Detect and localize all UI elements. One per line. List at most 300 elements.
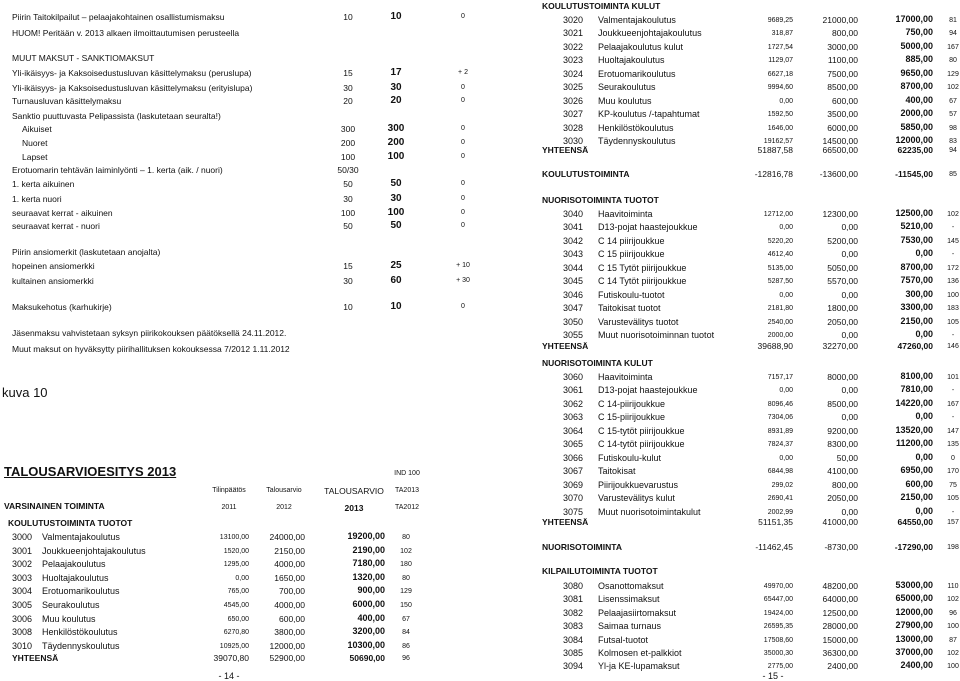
muut-row-9-label: 1. kerta nuori: [12, 194, 62, 204]
nt-total-ta: 32270,00: [822, 341, 858, 351]
nk-row-5-label: C 14-tytöt piirijoukkue: [598, 439, 685, 450]
kt-row-7-label: Henkilöstökoulutus: [42, 627, 118, 638]
kk-row-4-ta13: 9650,00: [900, 67, 933, 78]
kt-row-6-account: 3006: [12, 613, 33, 624]
kk-row-1-ta: 800,00: [832, 28, 858, 39]
kk-row-7-pct: 57: [949, 111, 957, 119]
nk-row-3-account: 3063: [563, 412, 584, 423]
kt-row-0-pct: 80: [402, 534, 410, 541]
kt-row-1-tp: 1520,00: [223, 547, 249, 555]
nk-row-9-account: 3070: [563, 493, 584, 504]
kilpailu-tuotot-title: KILPAILUTOIMINTA TUOTOT: [542, 566, 658, 576]
kp-row-0-label: Osanottomaksut: [598, 581, 664, 591]
kp-row-5-account: 3085: [563, 648, 584, 658]
muut-row-6-old: 100: [340, 152, 356, 162]
kt-row-2-label: Pelaajakoulutus: [42, 559, 106, 570]
kp-row-1-account: 3081: [563, 594, 584, 605]
kk-row-9-pct: 83: [949, 138, 957, 146]
kk-row-1-account: 3021: [563, 28, 584, 39]
nt-row-7-label: Taitokisat tuotot: [598, 303, 661, 314]
kk-row-8-ta13: 5850,00: [900, 121, 933, 132]
muut-row-4-label: Aikuiset: [22, 124, 52, 134]
nt-total-tp: 39688,90: [757, 341, 793, 351]
kt-row-4-account: 3004: [12, 586, 33, 597]
nk-total-pct: 157: [947, 519, 959, 526]
nk-total-ta: 41000,00: [822, 517, 858, 527]
koulutus-tuotot-title: KOULUTUSTOIMINTA TUOTOT: [8, 518, 133, 528]
kt-row-3-ta13: 1320,00: [352, 571, 385, 582]
kp-row-0-ta: 48200,00: [822, 581, 858, 591]
kt-row-7-tp: 6270,80: [223, 629, 249, 637]
nk-row-2-account: 3062: [563, 398, 584, 409]
nt-row-3-ta: 0,00: [841, 249, 858, 260]
koulutustoiminta-sum-label: KOULUTUSTOIMINTA: [542, 169, 630, 179]
kk-row-6-ta: 600,00: [832, 95, 858, 106]
kt-row-6-ta13: 400,00: [357, 612, 385, 623]
nk-row-1-account: 3061: [563, 385, 584, 396]
muut-row-2-old: 20: [343, 96, 353, 106]
kk-row-9-label: Täydennyskoulutus: [598, 136, 676, 147]
kt-row-5-ta: 4000,00: [274, 600, 305, 610]
figure-label: kuva 10: [2, 385, 48, 400]
header-3: TA2013: [395, 487, 419, 494]
muut-row-0-label: Yli-ikäisyys- ja Kaksoisedustusluvan käsittelymaksu (peruslupa): [12, 68, 252, 78]
nt-row-8-pct: 105: [947, 318, 959, 326]
kt-row-0-ta13: 19200,00: [347, 531, 385, 541]
nt-row-7-pct: 183: [947, 305, 959, 313]
kk-row-0-pct: 81: [949, 17, 957, 24]
nk-row-3-tp: 7304,06: [767, 414, 793, 422]
note-jasenmaksu: Jäsenmaksu vahvistetaan syksyn piirikokouksen päätöksellä 24.11.2012.: [12, 328, 287, 338]
note-muut-maksut: Muut maksut on hyväksytty piirihallituksen kokouksessa 7/2012 1.11.2012: [12, 344, 290, 354]
kt-row-4-pct: 129: [400, 588, 412, 596]
nt-row-9-tp: 2000,00: [767, 332, 793, 340]
muut-row-2-label: Turnausluvan käsittelymaksu: [12, 96, 122, 106]
nk-row-1-pct: -: [951, 387, 955, 395]
nt-row-8-ta: 2050,00: [827, 316, 858, 327]
nk-row-3-pct: -: [951, 414, 955, 422]
muut-row-10-diff: 0: [461, 209, 465, 216]
nk-row-0-tp: 7157,17: [767, 374, 793, 381]
nk-row-10-tp: 2002,99: [767, 508, 793, 516]
kp-row-1-ta: 64000,00: [822, 594, 858, 605]
kk-row-8-tp: 1646,00: [767, 124, 793, 132]
muut-row-11-old: 50: [343, 221, 353, 231]
nt-row-3-tp: 4612,40: [767, 251, 793, 259]
kk-row-0-tp: 9689,25: [767, 17, 793, 24]
kt-row-8-ta13: 10300,00: [347, 639, 385, 650]
ind-100-label: IND 100: [394, 470, 420, 477]
kk-row-3-pct: 80: [949, 57, 957, 65]
muut-row-9-new: 30: [390, 193, 402, 204]
muut-row-9-diff: 0: [461, 195, 465, 202]
muut-row-10-new: 100: [387, 207, 405, 218]
nk-row-6-ta: 50,00: [836, 452, 858, 463]
maksukehotus-row-label: Maksukehotus (karhukirje): [12, 302, 112, 312]
nt-row-2-ta: 5200,00: [827, 235, 858, 246]
kp-row-4-label: Futsal-tuotot: [598, 634, 649, 645]
nk-row-8-label: Piirijoukkuevarustus: [598, 479, 679, 490]
kt-row-6-label: Muu koulutus: [42, 613, 96, 624]
nt-row-2-label: C 14 piirijoukkue: [598, 235, 665, 246]
ansio-row-1-diff: + 30: [456, 277, 470, 284]
kp-row-3-pct: 100: [947, 623, 959, 631]
nk-row-8-ta13: 600,00: [905, 478, 933, 489]
kp-row-1-ta13: 65000,00: [895, 593, 933, 604]
nk-row-3-label: C 15-piirijoukkue: [598, 412, 666, 423]
nk-row-2-tp: 8096,46: [767, 400, 793, 408]
nt-row-6-ta: 0,00: [841, 289, 858, 300]
nk-row-5-tp: 7824,37: [767, 441, 793, 449]
nk-row-4-pct: 147: [947, 427, 959, 435]
nt-row-9-account: 3055: [563, 330, 584, 341]
kp-row-4-ta13: 13000,00: [895, 633, 933, 644]
ansio-row-0-new: 25: [390, 260, 402, 271]
fee-huom-note: HUOM! Peritään v. 2013 alkaen ilmoittautumisen perusteella: [12, 28, 240, 38]
koulutus-kulut-title: KOULUTUSTOIMINTA KULUT: [542, 1, 661, 11]
kp-row-3-account: 3083: [563, 621, 584, 632]
kt-row-8-account: 3010: [12, 640, 33, 651]
nt-row-6-account: 3046: [563, 289, 584, 300]
ansio-row-0-diff: + 10: [456, 262, 470, 269]
kk-total-ta13: 62235,00: [897, 145, 933, 155]
muut-row-5-new: 200: [387, 137, 405, 148]
muut-maksut-title: MUUT MAKSUT - SANKTIOMAKSUT: [12, 53, 155, 63]
kt-total-pct: 96: [402, 655, 410, 662]
nk-row-6-label: Futiskoulu-kulut: [598, 452, 662, 463]
page-number-right: - 15 -: [762, 671, 784, 681]
varsinainen-toiminta-label: VARSINAINEN TOIMINTA: [4, 501, 105, 511]
nt-row-4-pct: 172: [947, 264, 959, 272]
kk-row-8-account: 3028: [563, 122, 584, 133]
nk-total-ta13: 64550,00: [897, 517, 933, 527]
kt-row-6-ta: 600,00: [279, 613, 305, 624]
kt-total-ta13: 50690,00: [349, 653, 385, 663]
nt-row-9-label: Muut nuorisotoiminnan tuotot: [598, 330, 715, 341]
nk-row-5-ta: 8300,00: [827, 439, 858, 450]
kk-row-2-label: Pelaajakoulutus kulut: [598, 41, 684, 52]
nt-row-0-label: Haavitoiminta: [598, 209, 653, 219]
nk-row-6-tp: 0,00: [779, 454, 793, 462]
muut-row-7-old: 50/30: [337, 165, 359, 175]
kt-row-0-label: Valmentajakoulutus: [42, 532, 120, 542]
kt-row-1-account: 3001: [12, 545, 33, 556]
kp-row-2-tp: 19424,00: [763, 609, 793, 617]
nt-row-1-account: 3041: [563, 222, 584, 233]
nt-row-4-account: 3044: [563, 262, 584, 273]
nuorisotoiminta-sum-pct: 198: [947, 544, 959, 551]
kt-row-1-pct: 102: [400, 547, 412, 555]
kt-row-3-label: Huoltajakoulutus: [42, 572, 109, 583]
kt-row-6-pct: 67: [402, 615, 410, 623]
nt-row-1-pct: -: [951, 224, 955, 232]
nt-row-8-account: 3050: [563, 316, 584, 327]
nt-row-9-ta13: 0,00: [915, 329, 933, 340]
kp-row-1-pct: 102: [947, 596, 959, 604]
nk-row-0-pct: 101: [947, 374, 959, 381]
nt-row-2-pct: 145: [947, 237, 959, 245]
kk-row-9-account: 3030: [563, 136, 584, 147]
kk-row-4-label: Erotuomarikoulutus: [598, 68, 676, 79]
muut-row-4-new: 300: [387, 123, 405, 134]
nk-row-1-ta13: 7810,00: [900, 384, 933, 395]
nk-total-label: YHTEENSÄ: [542, 517, 589, 527]
kk-row-5-tp: 9994,60: [767, 84, 793, 92]
kk-row-2-ta: 3000,00: [827, 41, 858, 52]
kp-row-3-ta13: 27900,00: [895, 620, 933, 631]
kp-row-1-label: Lisenssimaksut: [598, 594, 660, 605]
fee-taitokilpailut-new: 10: [390, 11, 402, 22]
kt-row-2-ta13: 7180,00: [352, 558, 385, 569]
nk-row-9-label: Varustevälitys kulut: [598, 493, 675, 504]
fee-taitokilpailut-old: 10: [343, 12, 353, 22]
nk-row-0-account: 3060: [563, 372, 584, 382]
kk-row-2-pct: 167: [947, 43, 959, 51]
nt-row-5-ta13: 7570,00: [900, 275, 933, 286]
page-number-left: - 14 -: [218, 671, 240, 681]
nt-total-ta13: 47260,00: [897, 341, 933, 351]
nt-row-7-account: 3047: [563, 303, 584, 314]
kt-row-4-label: Erotuomarikoulutus: [42, 586, 120, 597]
nt-row-8-ta13: 2150,00: [900, 315, 933, 326]
kt-row-2-tp: 1295,00: [223, 561, 249, 569]
kt-row-4-ta: 700,00: [279, 586, 305, 597]
kp-row-2-ta13: 12000,00: [895, 606, 933, 617]
muut-row-8-diff: 0: [461, 180, 465, 187]
nt-row-9-pct: -: [951, 332, 955, 340]
nk-row-8-pct: 75: [949, 481, 957, 489]
kk-row-0-ta: 21000,00: [822, 15, 858, 25]
kk-row-5-pct: 102: [947, 84, 959, 92]
nk-row-10-pct: -: [951, 508, 955, 516]
muut-row-8-label: 1. kerta aikuinen: [12, 179, 75, 189]
nk-row-3-ta: 0,00: [841, 412, 858, 423]
kp-row-5-ta13: 37000,00: [895, 647, 933, 657]
kt-row-5-tp: 4545,00: [223, 602, 249, 609]
year-header-0: 2011: [221, 504, 237, 511]
kk-row-4-ta: 7500,00: [827, 68, 858, 79]
nk-row-5-ta13: 11200,00: [895, 438, 933, 449]
kk-row-0-account: 3020: [563, 15, 584, 25]
nuorisotoiminta-sum-ta13: -17290,00: [894, 542, 933, 552]
nk-row-6-pct: 0: [951, 454, 955, 462]
nt-row-4-ta13: 8700,00: [900, 261, 933, 272]
nk-row-9-ta13: 2150,00: [900, 492, 933, 503]
kt-row-7-pct: 84: [402, 629, 410, 637]
nt-row-0-ta: 12300,00: [822, 209, 858, 219]
kt-row-8-label: Täydennyskoulutus: [42, 640, 120, 651]
muut-row-11-diff: 0: [461, 222, 465, 229]
nt-row-0-account: 3040: [563, 209, 584, 219]
nk-row-0-label: Haavitoiminta: [598, 372, 653, 382]
kk-row-3-account: 3023: [563, 55, 584, 66]
kp-row-5-label: Kolmosen et-palkkiot: [598, 648, 682, 658]
kt-row-5-ta13: 6000,00: [352, 599, 385, 609]
nt-row-5-pct: 136: [947, 278, 959, 286]
koulutustoiminta-sum-pct: 85: [949, 171, 957, 178]
kk-total-ta: 66500,00: [822, 145, 858, 155]
nk-row-6-account: 3066: [563, 452, 584, 463]
nk-row-1-label: D13-pojat haastejoukkue: [598, 385, 698, 396]
kt-total-tp: 39070,80: [213, 653, 249, 663]
muut-row-2-diff: 0: [461, 97, 465, 104]
muut-row-10-old: 100: [340, 208, 356, 218]
nt-row-2-ta13: 7530,00: [900, 234, 933, 245]
kk-row-4-tp: 6627,18: [767, 70, 793, 78]
kk-row-7-tp: 1592,50: [767, 111, 793, 119]
kt-row-8-tp: 10925,00: [219, 642, 249, 650]
kt-row-0-account: 3000: [12, 532, 33, 542]
kt-row-3-tp: 0,00: [235, 574, 249, 582]
ansio-row-0-label: hopeinen ansiomerkki: [12, 261, 95, 271]
kk-row-2-ta13: 5000,00: [900, 40, 933, 51]
kp-row-4-account: 3084: [563, 634, 584, 645]
muut-row-1-old: 30: [343, 83, 353, 93]
kt-row-0-ta: 24000,00: [269, 532, 305, 542]
nk-row-8-tp: 299,02: [771, 481, 793, 489]
nk-row-10-ta13: 0,00: [915, 505, 933, 516]
kt-row-7-account: 3008: [12, 627, 33, 638]
nt-row-3-pct: -: [951, 251, 955, 259]
ansio-row-0-old: 15: [343, 261, 353, 271]
kt-total-label: YHTEENSÄ: [12, 653, 59, 663]
kk-row-8-label: Henkilöstökoulutus: [598, 122, 674, 133]
muut-row-5-old: 200: [340, 138, 356, 148]
kk-row-9-ta: 14500,00: [822, 136, 858, 147]
nt-row-6-pct: 100: [947, 291, 959, 299]
kt-row-2-account: 3002: [12, 559, 33, 570]
nt-row-1-ta: 0,00: [841, 222, 858, 233]
nuoriso-tuotot-title: NUORISOTOIMINTA TUOTOT: [542, 195, 659, 205]
kt-total-ta: 52900,00: [269, 653, 305, 663]
nk-row-8-account: 3069: [563, 479, 584, 490]
nuoriso-kulut-title: NUORISOTOIMINTA KULUT: [542, 358, 653, 368]
nt-row-8-label: Varustevälitys tuotot: [598, 316, 679, 327]
kp-row-0-pct: 110: [947, 583, 959, 590]
kk-row-2-account: 3022: [563, 41, 584, 52]
nt-row-5-ta: 5570,00: [827, 276, 858, 287]
kt-row-0-tp: 13100,00: [219, 534, 249, 541]
nk-row-2-pct: 167: [947, 400, 959, 408]
nk-row-0-ta13: 8100,00: [900, 371, 933, 381]
fee-taitokilpailut-label: Piirin Taitokilpailut – pelaajakohtainen osallistumismaksu: [12, 12, 225, 22]
kk-row-7-account: 3027: [563, 109, 584, 120]
kp-row-2-ta: 12500,00: [822, 607, 858, 618]
nk-row-7-ta13: 6950,00: [900, 465, 933, 476]
nt-row-2-tp: 5220,20: [767, 237, 793, 245]
kp-row-5-tp: 35000,30: [763, 650, 793, 657]
muut-row-10-label: seuraavat kerrat - aikuinen: [12, 208, 113, 218]
muut-row-2-new: 20: [390, 95, 402, 106]
muut-row-0-old: 15: [343, 68, 353, 78]
nk-row-2-label: C 14-piirijoukkue: [598, 398, 666, 409]
nt-row-4-ta: 5050,00: [827, 262, 858, 273]
kt-row-2-pct: 180: [400, 561, 412, 569]
muut-row-5-diff: 0: [461, 139, 465, 146]
nk-row-7-label: Taitokisat: [598, 466, 636, 477]
kp-row-6-pct: 100: [947, 663, 959, 671]
kt-row-3-account: 3003: [12, 572, 33, 583]
kp-row-4-pct: 87: [949, 636, 957, 644]
muut-row-5-label: Nuoret: [22, 138, 48, 148]
nuorisotoiminta-sum-ta: -8730,00: [824, 542, 858, 552]
muut-row-1-diff: 0: [461, 84, 465, 91]
nk-row-0-ta: 8000,00: [827, 372, 858, 382]
koulutustoiminta-sum-ta13: -11545,00: [895, 169, 933, 179]
kk-row-4-pct: 129: [947, 70, 959, 78]
nk-row-10-account: 3075: [563, 506, 584, 517]
nk-row-4-tp: 8931,89: [767, 427, 793, 435]
kt-row-7-ta: 3800,00: [274, 627, 305, 638]
kk-row-1-pct: 94: [949, 30, 957, 38]
muut-row-4-old: 300: [340, 124, 356, 134]
nt-row-0-pct: 102: [947, 211, 959, 218]
kt-row-1-label: Joukkueenjohtajakoulutus: [42, 545, 146, 556]
kk-row-7-ta: 3500,00: [827, 109, 858, 120]
kk-row-6-account: 3026: [563, 95, 584, 106]
kk-row-6-label: Muu koulutus: [598, 95, 652, 106]
nt-row-3-ta13: 0,00: [915, 248, 933, 259]
nk-row-10-label: Muut nuorisotoimintakulut: [598, 506, 701, 517]
kp-row-1-tp: 65447,00: [763, 596, 793, 604]
kk-row-5-label: Seurakoulutus: [598, 82, 656, 93]
kt-row-8-pct: 86: [402, 642, 410, 650]
nk-row-3-ta13: 0,00: [915, 411, 933, 422]
kk-row-0-label: Valmentajakoulutus: [598, 15, 676, 25]
kt-row-3-pct: 80: [402, 574, 410, 582]
kk-row-3-ta: 1100,00: [827, 55, 858, 66]
muut-row-11-label: seuraavat kerrat - nuori: [12, 221, 100, 231]
year-header-3: TA2012: [395, 504, 419, 511]
nt-row-3-label: C 15 piirijoukkue: [598, 249, 665, 260]
muut-row-1-label: Yli-ikäisyys- ja Kaksoisedustusluvan käsittelymaksu (erityislupa): [12, 83, 253, 93]
kk-row-6-ta13: 400,00: [905, 94, 933, 105]
muut-row-1-new: 30: [390, 82, 402, 93]
muut-row-6-label: Lapset: [22, 152, 48, 162]
kp-row-4-tp: 17508,60: [763, 636, 793, 644]
nt-row-2-account: 3042: [563, 235, 584, 246]
nt-row-9-ta: 0,00: [841, 330, 858, 341]
nk-row-10-ta: 0,00: [841, 506, 858, 517]
koulutustoiminta-sum-ta: -13600,00: [819, 169, 858, 179]
muut-row-9-old: 30: [343, 194, 353, 204]
kt-row-5-pct: 150: [400, 602, 412, 609]
kt-row-7-ta13: 3200,00: [352, 626, 385, 637]
nk-row-4-label: C 15-tytöt piirijoukkue: [598, 425, 685, 436]
nk-row-1-ta: 0,00: [841, 385, 858, 396]
kp-row-6-ta13: 2400,00: [900, 660, 933, 671]
nk-row-6-ta13: 0,00: [915, 451, 933, 462]
nk-row-9-tp: 2690,41: [767, 495, 793, 503]
nk-row-4-account: 3064: [563, 425, 584, 436]
kt-row-5-label: Seurakoulutus: [42, 600, 100, 610]
muut-row-3-label: Sanktio puuttuvasta Pelipassista (laskutetaan seuralta!): [12, 111, 221, 121]
kp-row-3-label: Saimaa turnaus: [598, 621, 662, 632]
budget-title: TALOUSARVIOESITYS 2013: [4, 464, 177, 479]
muut-row-4-diff: 0: [461, 125, 465, 132]
maksukehotus-row-old: 10: [343, 302, 353, 312]
kk-row-5-ta13: 8700,00: [900, 81, 933, 92]
nk-total-tp: 51151,35: [758, 517, 793, 527]
kk-row-8-ta: 6000,00: [827, 122, 858, 133]
kp-row-6-tp: 2775,00: [767, 663, 793, 671]
kp-row-4-ta: 15000,00: [822, 634, 858, 645]
nt-total-pct: 146: [947, 343, 959, 350]
header-1: Talousarvio: [266, 487, 302, 494]
nt-row-5-tp: 5287,50: [767, 278, 793, 286]
kt-row-2-ta: 4000,00: [274, 559, 305, 570]
nk-row-5-pct: 135: [947, 441, 959, 449]
